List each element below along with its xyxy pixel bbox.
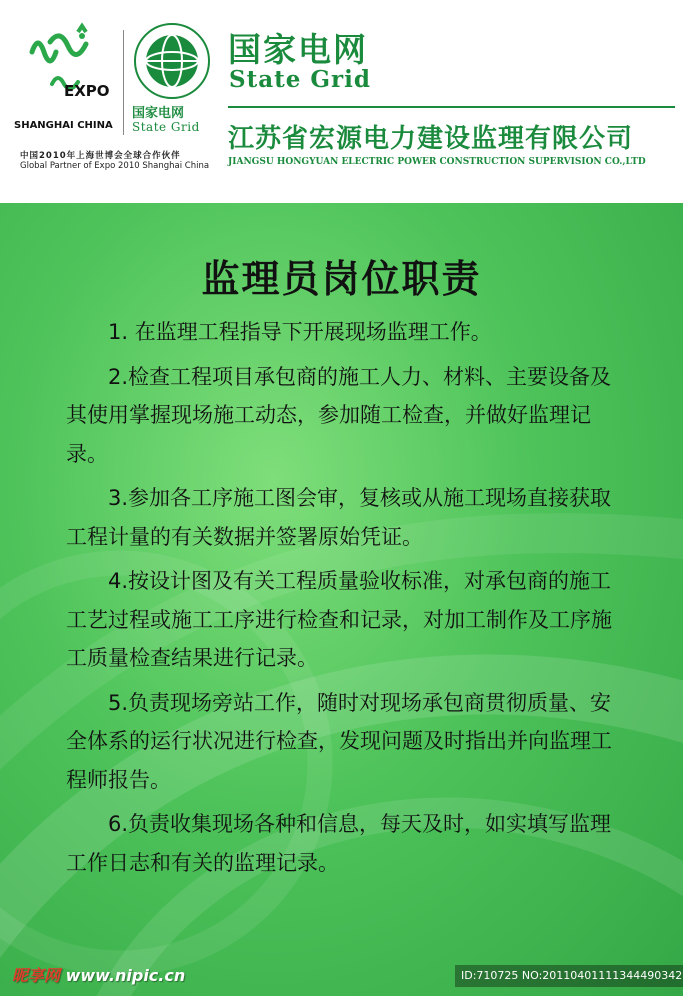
partner-text-en: Global Partner of Expo 2010 Shanghai China xyxy=(20,161,210,171)
company-name-cn: 江苏省宏源电力建设监理有限公司 xyxy=(228,124,634,154)
content-panel xyxy=(0,203,683,996)
brand-name-cn: 国家电网 xyxy=(228,30,368,69)
duty-item: 1. 在监理工程指导下开展现场监理工作。 xyxy=(108,320,492,344)
state-grid-small-en: State Grid xyxy=(132,120,200,134)
company-name-en: JIANGSU HONGYUAN ELECTRIC POWER CONSTRUCTION SUPERVISION CO.,LTD xyxy=(228,157,646,167)
duty-item: 4.按设计图及有关工程质量验收标准，对承包商的施工工艺过程或施工工序进行检查和记录，对加工制作及工序施工质量检查结果进行记录。 xyxy=(66,569,612,670)
duty-item: 2.检查工程项目承包商的施工人力、材料、主要设备及其使用掌握现场施工动态，参加随工检查，并做好监理记录。 xyxy=(66,364,612,466)
expo-city: SHANGHAI CHINA xyxy=(14,120,113,131)
site-watermark xyxy=(12,963,185,986)
expo-word: EXPO xyxy=(64,82,110,100)
brand-divider xyxy=(228,106,675,108)
header xyxy=(0,0,683,203)
partner-text-cn: 中国2010年上海世博会全球合作伙伴 xyxy=(20,151,181,161)
expo-2010-logo xyxy=(14,22,124,137)
duty-list xyxy=(66,313,626,888)
logo-divider xyxy=(123,30,124,135)
brand-name-en: State Grid xyxy=(229,66,371,93)
image-id-watermark: ID:710725 NO:20110401111344490342 xyxy=(455,965,683,987)
site-watermark-cn: 昵享网 xyxy=(12,966,61,985)
duty-item: 6.负责收集现场各种和信息，每天及时，如实填写监理工作日志和有关的监理记录。 xyxy=(66,812,612,875)
duty-item: 5.负责现场旁站工作，随时对现场承包商贯彻质量、安全体系的运行状况进行检查，发现问题及时指出并向监理工程师报告。 xyxy=(66,690,612,792)
state-grid-globe-icon xyxy=(132,22,212,100)
duty-item: 3.参加各工序施工图会审，复核或从施工现场直接获取工程计量的有关数据并签署原始凭证。 xyxy=(66,486,612,549)
state-grid-small-cn: 国家电网 xyxy=(132,106,185,121)
page-title: 监理员岗位职责 xyxy=(201,257,482,301)
state-grid-emblem xyxy=(128,22,218,137)
site-watermark-url: www.nipic.cn xyxy=(65,966,186,985)
